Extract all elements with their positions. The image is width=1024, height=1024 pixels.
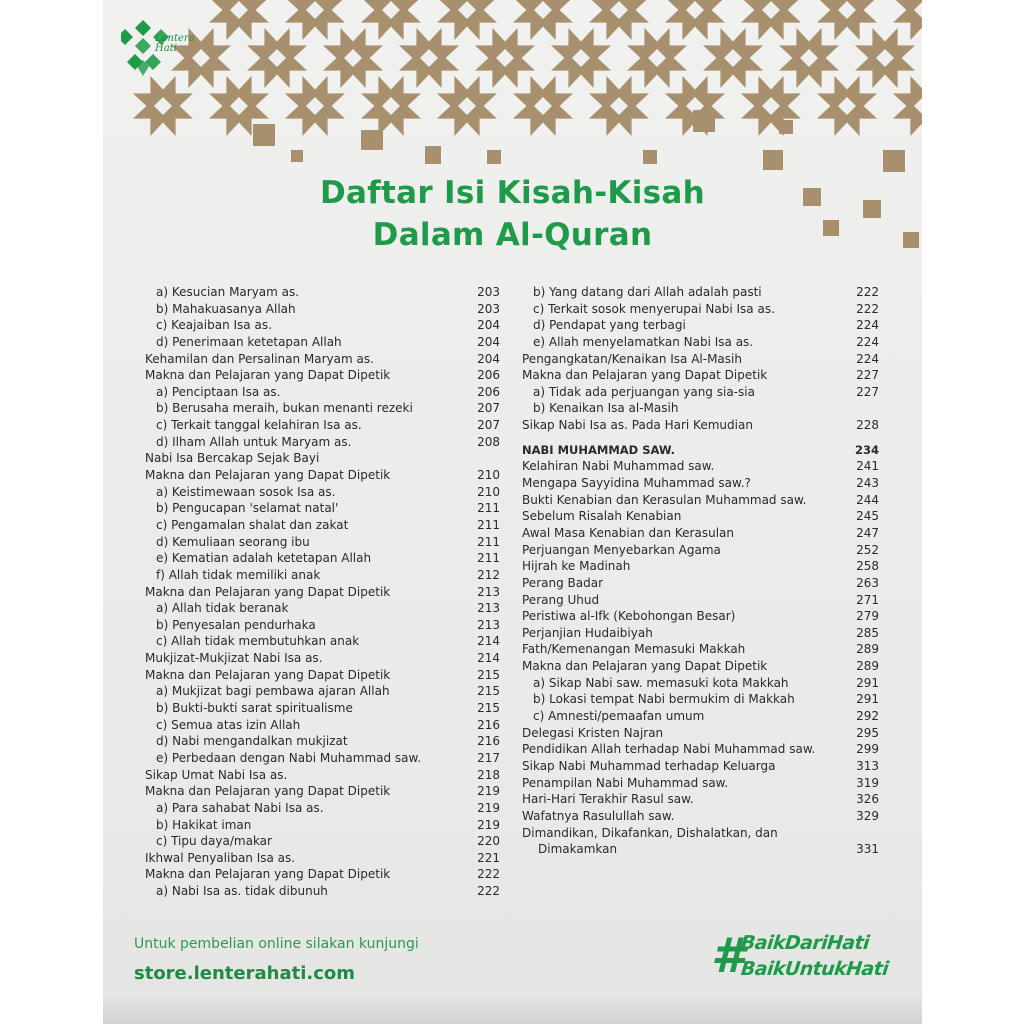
toc-entry-title: Dimandikan, Dikafankan, Dishalatkan, dan	[522, 825, 778, 840]
toc-entry-page: 227	[856, 384, 879, 399]
toc-entry-title: Peristiwa al-Ifk (Kebohongan Besar)	[522, 609, 736, 624]
toc-entry-title: Nabi Isa Bercakap Sejak Bayi	[145, 451, 320, 466]
toc-entry	[522, 592, 879, 609]
toc-entry-page: 244	[856, 492, 879, 507]
toc-entry	[145, 517, 500, 534]
toc-entry-title: a) Sikap Nabi saw. memasuki kota Makkah	[533, 675, 789, 690]
toc-entry	[145, 850, 500, 867]
toc-entry-page: 220	[477, 834, 500, 849]
toc-entry	[522, 508, 879, 525]
toc-entry	[145, 750, 500, 767]
toc-entry	[145, 351, 500, 368]
toc-entry-title: e) Kematian adalah ketetapan Allah	[156, 551, 372, 566]
toc-entry	[522, 825, 879, 842]
toc-entry	[145, 633, 500, 650]
toc-entry	[145, 717, 500, 734]
toc-entry-page: 213	[477, 601, 500, 616]
toc-entry	[145, 317, 500, 334]
toc-entry-title: e) Allah menyelamatkan Nabi Isa as.	[533, 334, 754, 349]
toc-entry-title: a) Penciptaan Isa as.	[156, 384, 281, 399]
toc-entry-title: Mengapa Sayyidina Muhammad saw.?	[522, 476, 751, 491]
toc-entry	[145, 833, 500, 850]
toc-entry	[522, 442, 879, 459]
toc-entry	[145, 534, 500, 551]
toc-entry	[522, 675, 879, 692]
toc-entry-title: Makna dan Pelajaran yang Dapat Dipetik	[145, 667, 391, 682]
toc-entry-page: 211	[477, 534, 500, 549]
toc-entry	[145, 450, 500, 467]
toc-entry-title: c) Terkait sosok menyerupai Nabi Isa as.	[533, 301, 775, 316]
toc-entry-title: Mukjizat-Mukjizat Nabi Isa as.	[145, 651, 323, 666]
toc-entry-title: Makna dan Pelajaran yang Dapat Dipetik	[145, 468, 391, 483]
toc-entry-page: 214	[477, 651, 500, 666]
toc-entry	[145, 367, 500, 384]
page-title	[103, 172, 922, 256]
toc-entry-page: 204	[477, 334, 500, 349]
toc-entry-page: 215	[477, 684, 500, 699]
toc-entry-page: 207	[477, 418, 500, 433]
toc-entry	[522, 284, 879, 301]
toc-entry-title: Kelahiran Nabi Muhammad saw.	[522, 459, 715, 474]
toc-entry-title: f) Allah tidak memiliki anak	[156, 567, 321, 582]
toc-entry	[145, 800, 500, 817]
toc-entry-title: Dimakamkan	[538, 842, 618, 857]
toc-entry-page: 216	[477, 734, 500, 749]
toc-entry	[522, 725, 879, 742]
toc-entry-page: 221	[477, 850, 500, 865]
toc-entry	[145, 783, 500, 800]
toc-entry	[522, 317, 879, 334]
toc-entry	[522, 691, 879, 708]
toc-entry-page: 203	[477, 285, 500, 299]
store-link[interactable]: store.lenterahati.com	[134, 963, 356, 984]
toc-entry-title: a) Allah tidak beranak	[156, 601, 289, 616]
toc-entry-title: c) Allah tidak membutuhkan anak	[156, 634, 360, 649]
toc-entry-page: 243	[856, 476, 879, 491]
toc-entry	[145, 384, 500, 401]
toc-entry-page: 319	[856, 775, 879, 790]
toc-entry-title: b) Penyesalan pendurhaka	[156, 617, 316, 632]
toc-entry-title: a) Para sahabat Nabi Isa as.	[156, 800, 324, 815]
toc-entry	[522, 775, 879, 792]
toc-entry-title: d) Pendapat yang terbagi	[533, 318, 686, 333]
toc-entry-page: 292	[856, 709, 879, 724]
toc-entry-title: Penampilan Nabi Muhammad saw.	[522, 775, 729, 790]
toc-entry	[145, 683, 500, 700]
toc-entry-title: b) Hakikat iman	[156, 817, 252, 832]
toc-entry	[145, 667, 500, 684]
toc-entry-title: c) Pengamalan shalat dan zakat	[156, 517, 349, 532]
toc-entry-page: 271	[856, 592, 879, 607]
toc-entry-title: Sebelum Risalah Kenabian	[522, 509, 682, 524]
toc-entry	[145, 434, 500, 451]
toc-entry	[522, 575, 879, 592]
toc-entry	[522, 741, 879, 758]
toc-entry-page: 212	[477, 567, 500, 582]
toc-entry	[145, 484, 500, 501]
toc-entry-title: c) Semua atas izin Allah	[156, 717, 301, 732]
toc-entry-page: 291	[856, 675, 879, 690]
toc-entry-page: 329	[856, 808, 879, 823]
toc-entry-page: 241	[856, 459, 879, 474]
toc-entry-title: c) Amnesti/pemaafan umum	[533, 709, 705, 724]
toc-entry-title: a) Nabi Isa as. tidak dibunuh	[156, 884, 328, 899]
toc-entry-page: 213	[477, 617, 500, 632]
toc-entry-title: Sikap Umat Nabi Isa as.	[145, 767, 288, 782]
toc-entry	[522, 625, 879, 642]
toc-entry	[522, 417, 879, 434]
toc-entry-page: 204	[477, 351, 500, 366]
toc-entry-page: 211	[477, 551, 500, 566]
toc-entry-title: b) Bukti-bukti sarat spiritualisme	[156, 701, 353, 716]
toc-entry-title: Makna dan Pelajaran yang Dapat Dipetik	[145, 867, 391, 882]
toc-entry-title: Wafatnya Rasulullah saw.	[522, 808, 675, 823]
toc-entry-page: 299	[856, 742, 879, 757]
toc-entry	[145, 733, 500, 750]
toc-entry-title: Pengangkatan/Kenaikan Isa Al-Masih	[522, 351, 742, 366]
toc-entry	[522, 301, 879, 318]
toc-entry-page: 204	[477, 318, 500, 333]
book-page	[103, 0, 922, 1024]
toc-entry	[145, 767, 500, 784]
logo-text: Lentera Hati	[155, 33, 195, 54]
toc-entry	[522, 608, 879, 625]
toc-entry-title: Makna dan Pelajaran yang Dapat Dipetik	[145, 584, 391, 599]
toc-entry-title: Ikhwal Penyaliban Isa as.	[145, 850, 296, 865]
toc-entry-page: 222	[477, 867, 500, 882]
toc-entry-title: NABI MUHAMMAD SAW.	[522, 442, 675, 457]
toc-entry-page: 210	[477, 484, 500, 499]
toc-entry-title: b) Kenaikan Isa al-Masih	[533, 401, 679, 416]
toc-entry-page: 222	[856, 285, 879, 299]
title-line-1: Daftar Isi Kisah-Kisah	[319, 175, 705, 211]
toc-entry-title: d) Nabi mengandalkan mukjizat	[156, 734, 348, 749]
hashtag-logo	[711, 922, 891, 992]
toc-entry-page: 206	[477, 368, 500, 383]
toc-entry-page: 217	[477, 750, 500, 765]
toc-entry-page: 245	[856, 509, 879, 524]
toc-entry-page: 228	[856, 418, 879, 433]
toc-entry-title: c) Terkait tanggal kelahiran Isa as.	[156, 418, 362, 433]
toc-entry-page: 295	[856, 725, 879, 740]
toc-entry-page: 224	[856, 334, 879, 349]
toc-column-left	[145, 284, 500, 900]
toc-entry-title: d) Penerimaan ketetapan Allah	[156, 334, 342, 349]
toc-entry-title: d) Kemuliaan seorang ibu	[156, 534, 310, 549]
toc-entry	[522, 458, 879, 475]
toc-entry	[145, 617, 500, 634]
toc-entry-title: a) Kesucian Maryam as.	[156, 285, 300, 299]
toc-entry	[522, 791, 879, 808]
toc-entry-page: 222	[477, 884, 500, 899]
toc-entry-title: Delegasi Kristen Najran	[522, 725, 664, 740]
toc-entry-page: 219	[477, 817, 500, 832]
toc-entry-page: 206	[477, 384, 500, 399]
toc-entry-title: Kehamilan dan Persalinan Maryam as.	[145, 351, 374, 366]
toc-entry	[522, 475, 879, 492]
toc-entry	[522, 351, 879, 368]
toc-entry-title: b) Yang datang dari Allah adalah pasti	[533, 285, 762, 299]
toc-entry-title: a) Mukjizat bagi pembawa ajaran Allah	[156, 684, 390, 699]
toc-entry-page: 219	[477, 800, 500, 815]
toc-entry-page: 207	[477, 401, 500, 416]
toc-entry-title: c) Tipu daya/makar	[156, 834, 272, 849]
toc-entry-page: 326	[856, 792, 879, 807]
toc-entry-title: Pendidikan Allah terhadap Nabi Muhammad saw.	[522, 742, 816, 757]
toc-entry	[145, 400, 500, 417]
toc-entry-page: 289	[856, 642, 879, 657]
toc-entry	[522, 708, 879, 725]
toc-entry-title: Perjanjian Hudaibiyah	[522, 625, 653, 640]
toc-entry-page: 285	[856, 625, 879, 640]
toc-column-right	[522, 284, 879, 858]
toc-entry	[145, 467, 500, 484]
hashtag-line-1: BaikDariHati	[739, 932, 871, 954]
toc-entry-title: Hijrah ke Madinah	[522, 559, 631, 574]
toc-entry	[522, 367, 879, 384]
toc-entry	[145, 650, 500, 667]
toc-entry-page: 234	[854, 442, 879, 457]
toc-entry-page: 289	[856, 659, 879, 674]
toc-entry-page: 227	[856, 368, 879, 383]
hash-icon: #	[711, 928, 745, 984]
toc-entry-page: 331	[856, 842, 879, 857]
toc-entry	[145, 417, 500, 434]
toc-entry	[522, 334, 879, 351]
toc-entry	[522, 808, 879, 825]
toc-entry-page: 291	[856, 692, 879, 707]
toc-entry-title: b) Lokasi tempat Nabi bermukim di Makkah	[533, 692, 795, 707]
toc-entry-title: Makna dan Pelajaran yang Dapat Dipetik	[145, 368, 391, 383]
toc-entry-title: e) Perbedaan dengan Nabi Muhammad saw.	[156, 750, 422, 765]
toc-entry-page: 313	[856, 758, 879, 773]
toc-entry-title: b) Mahakuasanya Allah	[156, 301, 296, 316]
toc-entry	[522, 758, 879, 775]
toc-entry	[522, 525, 879, 542]
toc-entry-page: 210	[477, 468, 500, 483]
toc-entry	[145, 700, 500, 717]
title-line-2: Dalam Al-Quran	[372, 217, 653, 253]
toc-entry	[145, 284, 500, 301]
toc-entry-page: 263	[856, 575, 879, 590]
toc-entry	[145, 817, 500, 834]
toc-entry-page: 224	[856, 351, 879, 366]
toc-entry-page: 279	[856, 609, 879, 624]
toc-entry	[522, 658, 879, 675]
toc-entry	[522, 542, 879, 559]
toc-entry-title: Sikap Nabi Muhammad terhadap Keluarga	[522, 758, 776, 773]
toc-entry-title: Sikap Nabi Isa as. Pada Hari Kemudian	[522, 418, 753, 433]
toc-entry-title: a) Tidak ada perjuangan yang sia-sia	[533, 384, 755, 399]
toc-entry	[522, 841, 879, 858]
toc-entry-page: 215	[477, 667, 500, 682]
toc-entry-page: 214	[477, 634, 500, 649]
toc-entry-title: Makna dan Pelajaran yang Dapat Dipetik	[522, 368, 768, 383]
toc-entry-page: 252	[856, 542, 879, 557]
toc-entry-title: b) Berusaha meraih, bukan menanti rezeki	[156, 401, 413, 416]
toc-entry	[522, 641, 879, 658]
toc-entry	[522, 492, 879, 509]
toc-entry	[522, 400, 879, 417]
toc-entry	[145, 883, 500, 900]
toc-entry-title: a) Keistimewaan sosok Isa as.	[156, 484, 336, 499]
toc-entry	[145, 567, 500, 584]
toc-entry	[522, 384, 879, 401]
toc-entry-title: c) Keajaiban Isa as.	[156, 318, 272, 333]
toc-entry	[145, 584, 500, 601]
toc-entry-title: Hari-Hari Terakhir Rasul saw.	[522, 792, 694, 807]
toc-entry-title: Perang Badar	[522, 575, 604, 590]
toc-entry	[145, 500, 500, 517]
toc-entry	[145, 866, 500, 883]
toc-entry-page: 211	[477, 501, 500, 516]
toc-entry-title: Bukti Kenabian dan Kerasulan Muhammad saw.	[522, 492, 807, 507]
toc-entry-title: Makna dan Pelajaran yang Dapat Dipetik	[522, 659, 768, 674]
toc-entry-page: 218	[477, 767, 500, 782]
toc-entry	[145, 600, 500, 617]
toc-entry-page: 258	[856, 559, 879, 574]
toc-entry-page: 224	[856, 318, 879, 333]
toc-entry-page: 219	[477, 784, 500, 799]
toc-entry-title: b) Pengucapan 'selamat natal'	[156, 501, 339, 516]
hashtag-line-2: BaikUntukHati	[739, 958, 890, 980]
toc-entry-page: 215	[477, 701, 500, 716]
purchase-note: Untuk pembelian online silakan kunjungi	[134, 936, 419, 952]
toc-entry-title: Perang Uhud	[522, 592, 600, 607]
toc-entry-page: 208	[477, 434, 500, 449]
toc-entry-page: 203	[477, 301, 500, 316]
toc-entry-title: Makna dan Pelajaran yang Dapat Dipetik	[145, 784, 391, 799]
toc-entry	[145, 334, 500, 351]
toc-entry-page: 222	[856, 301, 879, 316]
toc-entry	[145, 550, 500, 567]
toc-entry	[145, 301, 500, 318]
toc-entry-title: Awal Masa Kenabian dan Kerasulan	[522, 525, 734, 540]
toc-entry-title: Fath/Kemenangan Memasuki Makkah	[522, 642, 746, 657]
toc-entry	[522, 558, 879, 575]
toc-entry-page: 247	[856, 525, 879, 540]
toc-entry-title: Perjuangan Menyebarkan Agama	[522, 542, 721, 557]
toc-entry-title: d) Ilham Allah untuk Maryam as.	[156, 434, 352, 449]
toc-entry-page: 211	[477, 517, 500, 532]
toc-entry-page: 216	[477, 717, 500, 732]
toc-entry-page: 213	[477, 584, 500, 599]
